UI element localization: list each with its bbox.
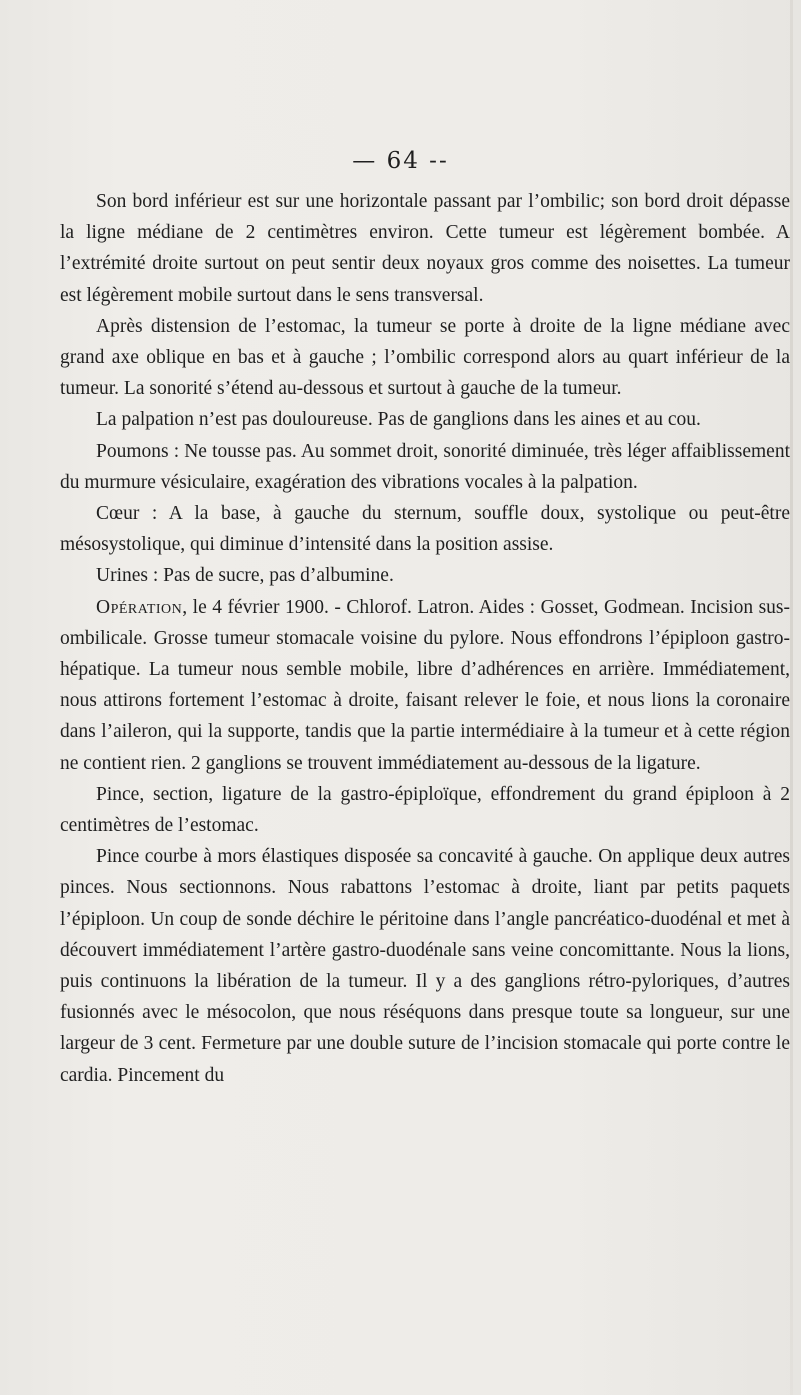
page-number: — 64 -- <box>352 148 449 174</box>
paragraph-gastro-epiploic: Pince, section, ligature de la gastro-épiploïque, effondrement du grand épiploon à 2 centimètres de l’estomac. <box>60 783 790 837</box>
operation-text: , le 4 février 1900. - Chlorof. Latron. Aides : Gosset, Godmean. Incision sus-ombilicale. Grosse tumeur stomacale voisine du pylore. Nous effondrons l’épiploon gastro-hépatique. La tumeur nous semble mobile, libre d’adhérences en arrière. Immédiatement, nous attirons fortement l’estomac à droite, faisant relever le foie, et nous lions la coronaire dans l’aileron, qui la supporte, tandis que la partie intermédiaire à la tumeur et à cette région ne contient rien. 2 ganglions se trouvent immédiatement au-dessous de la ligature. <box>60 596 790 774</box>
body-text <box>60 186 790 1091</box>
paragraph-urine: Urines : Pas de sucre, pas d’albumine. <box>96 565 394 587</box>
paragraph-operation <box>60 592 790 779</box>
paragraph-lungs: Poumons : Ne tousse pas. Au sommet droit, sonorité diminuée, très léger affaiblissement du murmure vésiculaire, exagération des vibrations vocales à la palpation. <box>60 440 790 493</box>
paragraph-tumor-edges: Son bord inférieur est sur une horizontale passant par l’ombilic; son bord droit dépasse la ligne médiane de 2 centimètres environ. Cette tumeur est légèrement bombée. A l’extrémité droite surtout on peut sentir deux noyaux gros comme des noisettes. La tumeur est légèrement mobile surtout dans le sens transversal. <box>60 191 790 306</box>
operation-label: Opération <box>96 596 183 618</box>
paragraph-resection: Pince courbe à mors élastiques disposée sa concavité à gauche. On applique deux autres pinces. Nous sectionnons. Nous rabattons l’estomac à droite, liant par petits paquets l’épiploon. Un coup de sonde déchire le péritoine dans l’angle pancréatico-duodénal et met à découvert immédiatement l’artère gastro-duodénale sans veine concomittante. Nous la lions, puis continuons la libération de la tumeur. Il y a des ganglions rétro-pyloriques, d’autres fusionnés avec le mésocolon, que nous réséquons dans presque toute sa longueur, sur une largeur de 3 cent. Fermeture par une double suture de l’incision stomacale qui porte contre le cardia. Pincement du <box>60 846 790 1086</box>
paragraph-distension: Après distension de l’estomac, la tumeur se porte à droite de la ligne médiane avec grand axe oblique en bas et à gauche ; l’ombilic correspond alors au quart inférieur de la tumeur. La sonorité s’étend au-dessous et surtout à gauche de la tumeur. <box>60 315 790 400</box>
paragraph-heart: Cœur : A la base, à gauche du sternum, souffle doux, systolique ou peut-être mésosystolique, qui diminue d’intensité dans la position assise. <box>60 503 790 556</box>
page-edge <box>790 0 793 1395</box>
paragraph-palpation: La palpation n’est pas douloureuse. Pas de ganglions dans les aines et au cou. <box>96 409 701 431</box>
